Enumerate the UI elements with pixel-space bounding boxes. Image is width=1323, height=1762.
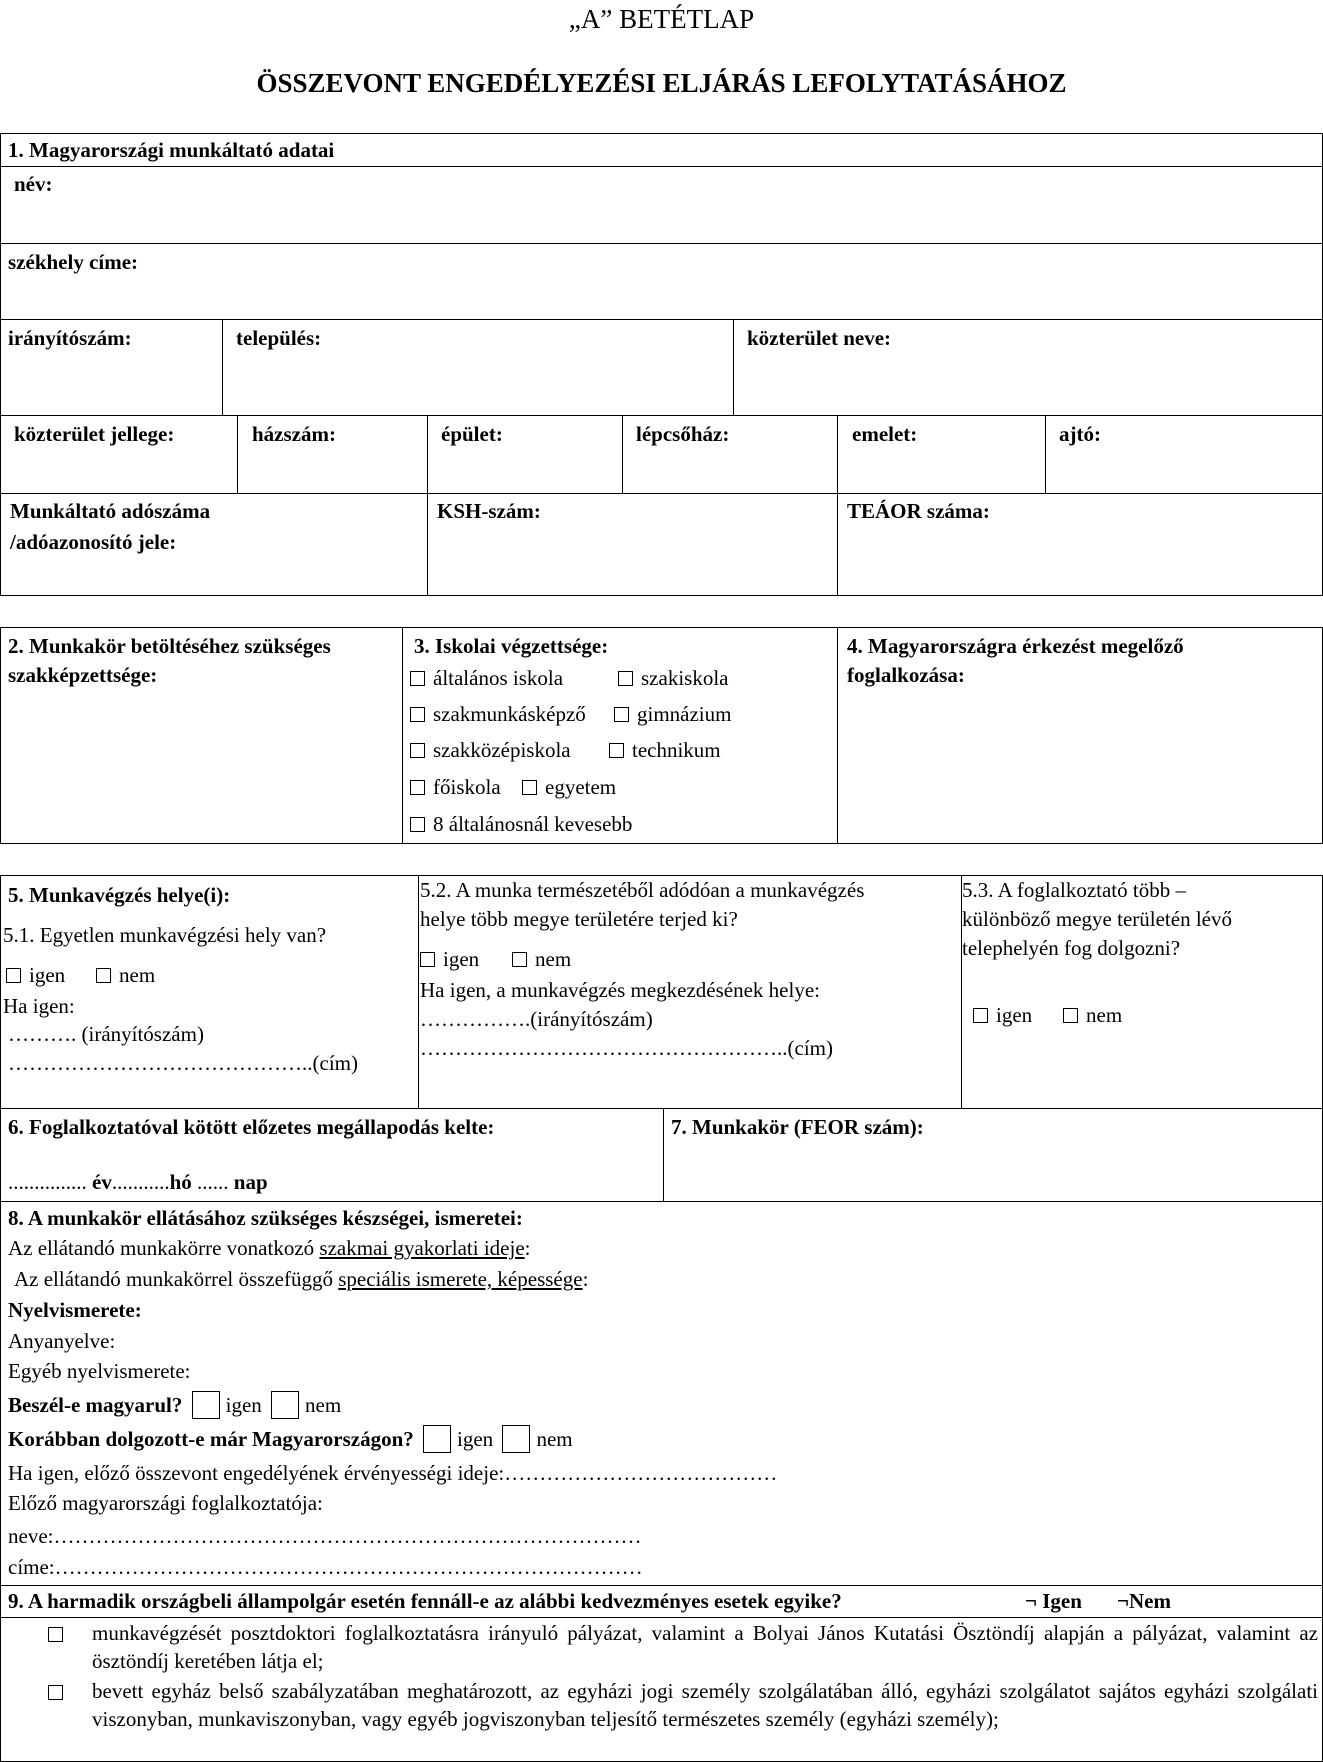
section8-heading: 8. A munkakör ellátásához szükséges készségei, ismeretei:	[8, 1206, 523, 1230]
checkbox-icon[interactable]	[502, 1425, 530, 1453]
section1-table	[0, 133, 1323, 596]
checkbox-icon[interactable]	[410, 671, 425, 686]
address-5-1-field[interactable]: ……………………………………..(cím)	[8, 1051, 358, 1075]
checkbox-icon[interactable]	[48, 1685, 63, 1704]
postal-code-5-1-field[interactable]: ………. (irányítószám)	[8, 1022, 204, 1046]
checkbox-icon[interactable]	[96, 968, 111, 983]
section9-heading: 9. A harmadik országbeli állampolgár esetén fennáll-e az alábbi kedvezményes esetek egyike?	[8, 1589, 842, 1613]
checkbox-icon[interactable]	[420, 952, 435, 967]
checkbox-icon[interactable]	[410, 817, 425, 832]
postal-code-field[interactable]: irányítószám:	[8, 326, 132, 350]
address-5-2-field[interactable]: ……………………………………………..(cím)	[420, 1036, 833, 1060]
education-option-row: 8 általánosnál kevesebb	[410, 810, 632, 839]
checkbox-icon[interactable]	[522, 780, 537, 795]
education-option-row: gimnázium	[614, 700, 731, 729]
ksh-number-field[interactable]: KSH-szám:	[437, 499, 541, 523]
previous-employer-label: Előző magyarországi foglalkoztatója:	[8, 1491, 323, 1515]
section6-heading: 6. Foglalkoztatóval kötött előzetes megállapodás kelte:	[8, 1115, 495, 1139]
tax-number-label-2: /adóazonosító jele:	[10, 530, 177, 554]
tax-number-label-1[interactable]: Munkáltató adószáma	[10, 499, 211, 523]
education-option-row: technikum	[609, 736, 721, 765]
building-field[interactable]: épület:	[441, 422, 503, 446]
option-5-3-nem: nem	[1063, 1001, 1122, 1030]
education-option-row: egyetem	[522, 773, 616, 802]
previous-occupation-field[interactable]: foglalkozása:	[847, 663, 965, 687]
section1-heading: 1. Magyarországi munkáltató adatai	[8, 138, 335, 162]
checkbox-icon[interactable]	[271, 1391, 299, 1419]
postal-code-5-2-field[interactable]: …………….(irányítószám)	[420, 1007, 653, 1031]
question-5-2-line2: helye több megye területére terjed ki?	[420, 907, 738, 931]
previous-employer-name-field[interactable]: neve:…………………………………………………………………………	[8, 1524, 642, 1548]
speaks-hungarian-row: Beszél-e magyarul? igen nem	[8, 1393, 342, 1417]
checkbox-icon[interactable]	[410, 707, 425, 722]
if-yes-start-label: Ha igen, a munkavégzés megkezdésének helye:	[420, 978, 820, 1002]
form-title: ÖSSZEVONT ENGEDÉLYEZÉSI ELJÁRÁS LEFOLYTATÁSÁHOZ	[256, 68, 1067, 98]
checkbox-icon[interactable]	[618, 671, 633, 686]
education-option-row: főiskola	[410, 773, 501, 802]
language-knowledge-label: Nyelvismerete:	[8, 1298, 142, 1322]
section2-heading: 2. Munkakör betöltéséhez szükséges	[8, 634, 331, 658]
option-5-1-igen: igen	[6, 961, 65, 990]
checkbox-icon[interactable]	[512, 952, 527, 967]
education-option-row: szakközépiskola	[410, 736, 571, 765]
checkbox-icon[interactable]	[192, 1391, 220, 1419]
previous-employer-address-field[interactable]: címe:…………………………………………………………………………	[8, 1555, 643, 1579]
special-skills-field[interactable]: Az ellátandó munkakörrel összefüggő speciális ismerete, képessége:	[14, 1267, 589, 1291]
house-number-field[interactable]: házszám:	[252, 422, 336, 446]
option-5-2-nem: nem	[512, 945, 571, 974]
qualification-field[interactable]: szakképzettsége:	[8, 663, 158, 687]
staircase-field[interactable]: lépcsőház:	[636, 422, 730, 446]
question-5-3-line3: telephelyén fog dolgozni?	[962, 936, 1181, 960]
form-subtitle: „A” BETÉTLAP	[568, 4, 755, 34]
practice-time-field[interactable]: Az ellátandó munkakörre vonatkozó szakmai gyakorlati ideje:	[8, 1236, 531, 1260]
education-option-row: általános iskola	[410, 664, 563, 693]
if-yes-label: Ha igen:	[3, 994, 75, 1018]
option-5-2-igen: igen	[420, 945, 479, 974]
checkbox-icon[interactable]	[614, 707, 629, 722]
question-5-3-line2: különböző megye területén lévő	[962, 907, 1232, 931]
section3-heading: 3. Iskolai végzettsége:	[414, 634, 609, 658]
section9-nem-option[interactable]: ¬Nem	[1117, 1589, 1171, 1613]
door-field[interactable]: ajtó:	[1059, 422, 1101, 446]
preferential-case-item: bevett egyház belső szabályzatában meghatározott, az egyházi jogi személy szolgálatában álló, egyházi szolgálatot sajátos egyházi szolgálati viszonyban, munkaviszonyban, vagy egyéb jogviszonyban teljesítő természetes személy (egyházi személy);	[92, 1679, 1318, 1731]
mother-tongue-field[interactable]: Anyanyelve:	[8, 1329, 116, 1353]
question-5-1: 5.1. Egyetlen munkavégzési hely van?	[3, 923, 327, 947]
education-option-row: szakmunkásképző	[410, 700, 586, 729]
section9-igen-option[interactable]: ¬ Igen	[1025, 1589, 1082, 1613]
street-type-field[interactable]: közterület jellege:	[14, 422, 175, 446]
other-languages-field[interactable]: Egyéb nyelvismerete:	[8, 1359, 191, 1383]
worked-in-hungary-row: Korábban dolgozott-e már Magyarországon? igen nem	[8, 1427, 573, 1451]
agreement-date-field[interactable]: ............... év...........hó ...... nap	[8, 1170, 268, 1194]
option-5-1-nem: nem	[96, 961, 155, 990]
street-name-field[interactable]: közterület neve:	[747, 326, 892, 350]
permit-validity-field[interactable]: Ha igen, előző összevont engedélyének érvényességi ideje:…………………………………	[8, 1461, 778, 1485]
checkbox-icon[interactable]	[410, 743, 425, 758]
checkbox-icon[interactable]	[609, 743, 624, 758]
section5-heading: 5. Munkavégzés helye(i):	[8, 883, 231, 907]
checkbox-icon[interactable]	[6, 968, 21, 983]
floor-field[interactable]: emelet:	[852, 422, 918, 446]
checkbox-icon[interactable]	[410, 780, 425, 795]
question-5-2-line1: 5.2. A munka természetéből adódóan a munkavégzés	[420, 878, 865, 902]
section4-heading: 4. Magyarországra érkezést megelőző	[847, 634, 1184, 658]
settlement-field[interactable]: település:	[236, 326, 322, 350]
feor-number-field[interactable]: 7. Munkakör (FEOR szám):	[671, 1115, 924, 1139]
teaor-number-field[interactable]: TEÁOR száma:	[847, 499, 990, 523]
checkbox-icon[interactable]	[48, 1627, 63, 1646]
checkbox-icon[interactable]	[423, 1425, 451, 1453]
education-option-row: szakiskola	[618, 664, 728, 693]
checkbox-icon[interactable]	[973, 1008, 988, 1023]
question-5-3-line1: 5.3. A foglalkoztató több –	[962, 878, 1186, 902]
option-5-3-igen: igen	[973, 1001, 1032, 1030]
preferential-case-item: munkavégzését posztdoktori foglalkoztatásra irányuló pályázat, valamint a Bolyai János Kutatási Ösztöndíj alapján a pályázat, valamint az ösztöndíj keretében látja el;	[92, 1621, 1318, 1673]
employer-name-field[interactable]: név:	[14, 172, 53, 196]
registered-address-field[interactable]: székhely címe:	[8, 250, 139, 274]
checkbox-icon[interactable]	[1063, 1008, 1078, 1023]
